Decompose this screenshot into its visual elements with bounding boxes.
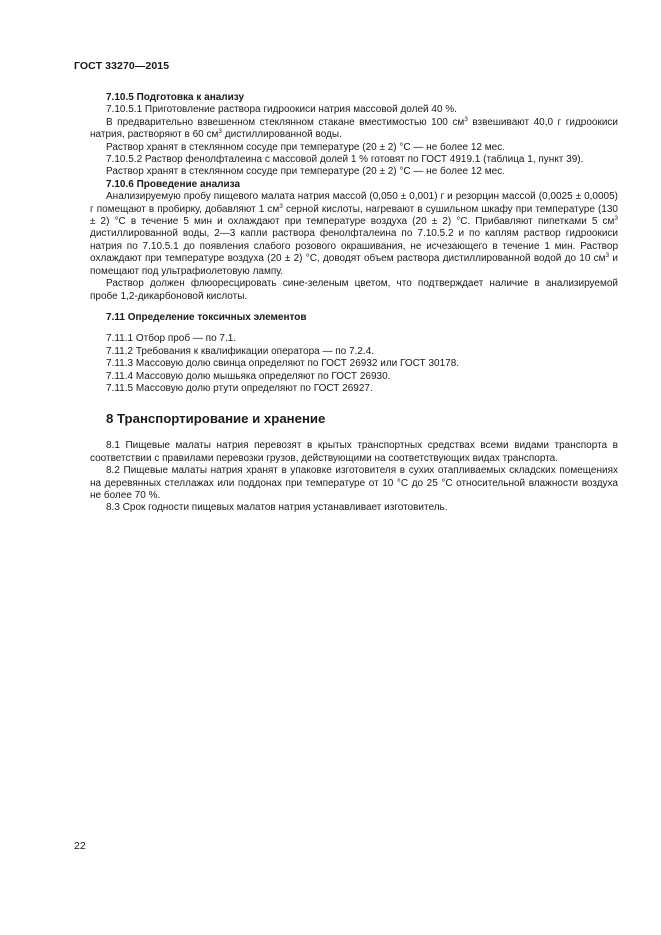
list-item-7-11-3: 7.11.3 Массовую долю свинца определяют по ГОСТ 26932 или ГОСТ 30178. (106, 358, 460, 370)
superscript: 3 (218, 128, 223, 136)
paragraph-8-2: 8.2 Пищевые малаты натрия хранят в упаковке изготовителя в сухих отапливаемых складских помещениях на деревянных стеллажах или поддонах при температуре от 10 °С до 25 °С относительной влажности воздуха не более 70 %. (90, 465, 618, 501)
list-item-7-11-5: 7.11.5 Массовую долю ртути определяют по ГОСТ 26927. (106, 382, 373, 394)
paragraph-fluorescence: Раствор должен флюоресцировать сине-зеленым цветом, что подтверждает наличие в анализируемой пробе 1,2-дикарбоновой кислоты. (90, 278, 618, 302)
standard-header: ГОСТ 33270—2015 (74, 60, 170, 72)
text-segment: дистиллированной воды, 2—3 капли раствора фенолфталеина по 7.10.5.2 и по каплям раствор гидроокиси натрия по 7.10.5.1 до появления слабого розового окрашивания, не исчезающего в течение 1 мин. Раствор охлаждают при температуре воздуха (20 ± 2) °С, доводят объем раствора дистиллированной водой до 10 см (90, 228, 618, 265)
paragraph-analysis-procedure (90, 191, 618, 278)
text-segment: В предварительно взвешенном стеклянном стакане вместимостью 100 см (106, 116, 465, 128)
paragraph-storage-1: Раствор хранят в стеклянном сосуде при температуре (20 ± 2) °С — не более 12 мес. (106, 141, 505, 153)
paragraph-7-10-5-2: 7.10.5.2 Раствор фенолфталеина с массовой долей 1 % готовят по ГОСТ 4919.1 (таблица 1, пункт 39). (106, 154, 584, 166)
paragraph-8-1: 8.1 Пищевые малаты натрия перевозят в крытых транспортных средствах всеми видами транспорта в соответствии с правилами перевозки грузов, действующими на соответствующих видах транспорта. (90, 440, 618, 464)
heading-7-10-6: 7.10.6 Проведение анализа (106, 178, 241, 190)
paragraph-7-10-5-1: 7.10.5.1 Приготовление раствора гидроокиси натрия массовой долей 40 %. (106, 104, 457, 116)
heading-7-11: 7.11 Определение токсичных элементов (106, 311, 307, 323)
superscript: 3 (614, 215, 618, 223)
list-item-7-11-1: 7.11.1 Отбор проб — по 7.1. (106, 333, 237, 345)
section-8-title: 8 Транспортирование и хранение (106, 411, 326, 427)
superscript: 3 (605, 252, 610, 260)
text-segment: Анализируемую пробу пищевого малата натрия массой (0,050 ± 0,001) г и резорцин массой (0,0025 ± 0,0005) г помещают в пробирку, добавляют 1 см (90, 191, 618, 215)
text-segment: и помещают под ультрафиолетовую лампу. (90, 253, 618, 277)
page-number: 22 (74, 840, 86, 852)
paragraph-naoh-prep (90, 117, 618, 142)
heading-7-10-5: 7.10.5 Подготовка к анализу (106, 92, 245, 103)
paragraph-storage-2: Раствор хранят в стеклянном сосуде при температуре (20 ± 2) °С — не более 12 мес. (106, 166, 505, 178)
paragraph-8-3: 8.3 Срок годности пищевых малатов натрия устанавливает изготовитель. (106, 502, 448, 514)
superscript: 3 (464, 115, 468, 123)
text-segment: взвешивают 40,0 г гидроокиси натрия, растворяют в 60 см (90, 116, 618, 141)
text-segment: дистиллированной воды. (222, 129, 342, 141)
text-segment: серной кислоты, нагревают в сушильном шкафу при температуре (130 ± 2) °С в течение 5 мин и охлаждают при температуре воздуха (20 ± 2) °С. Прибавляют пипетками 5 см (90, 203, 618, 228)
page-content (90, 92, 618, 515)
list-item-7-11-4: 7.11.4 Массовую долю мышьяка определяют по ГОСТ 26930. (106, 370, 391, 382)
list-item-7-11-2: 7.11.2 Требования к квалификации оператора — по 7.2.4. (106, 345, 375, 357)
superscript: 3 (279, 202, 283, 210)
